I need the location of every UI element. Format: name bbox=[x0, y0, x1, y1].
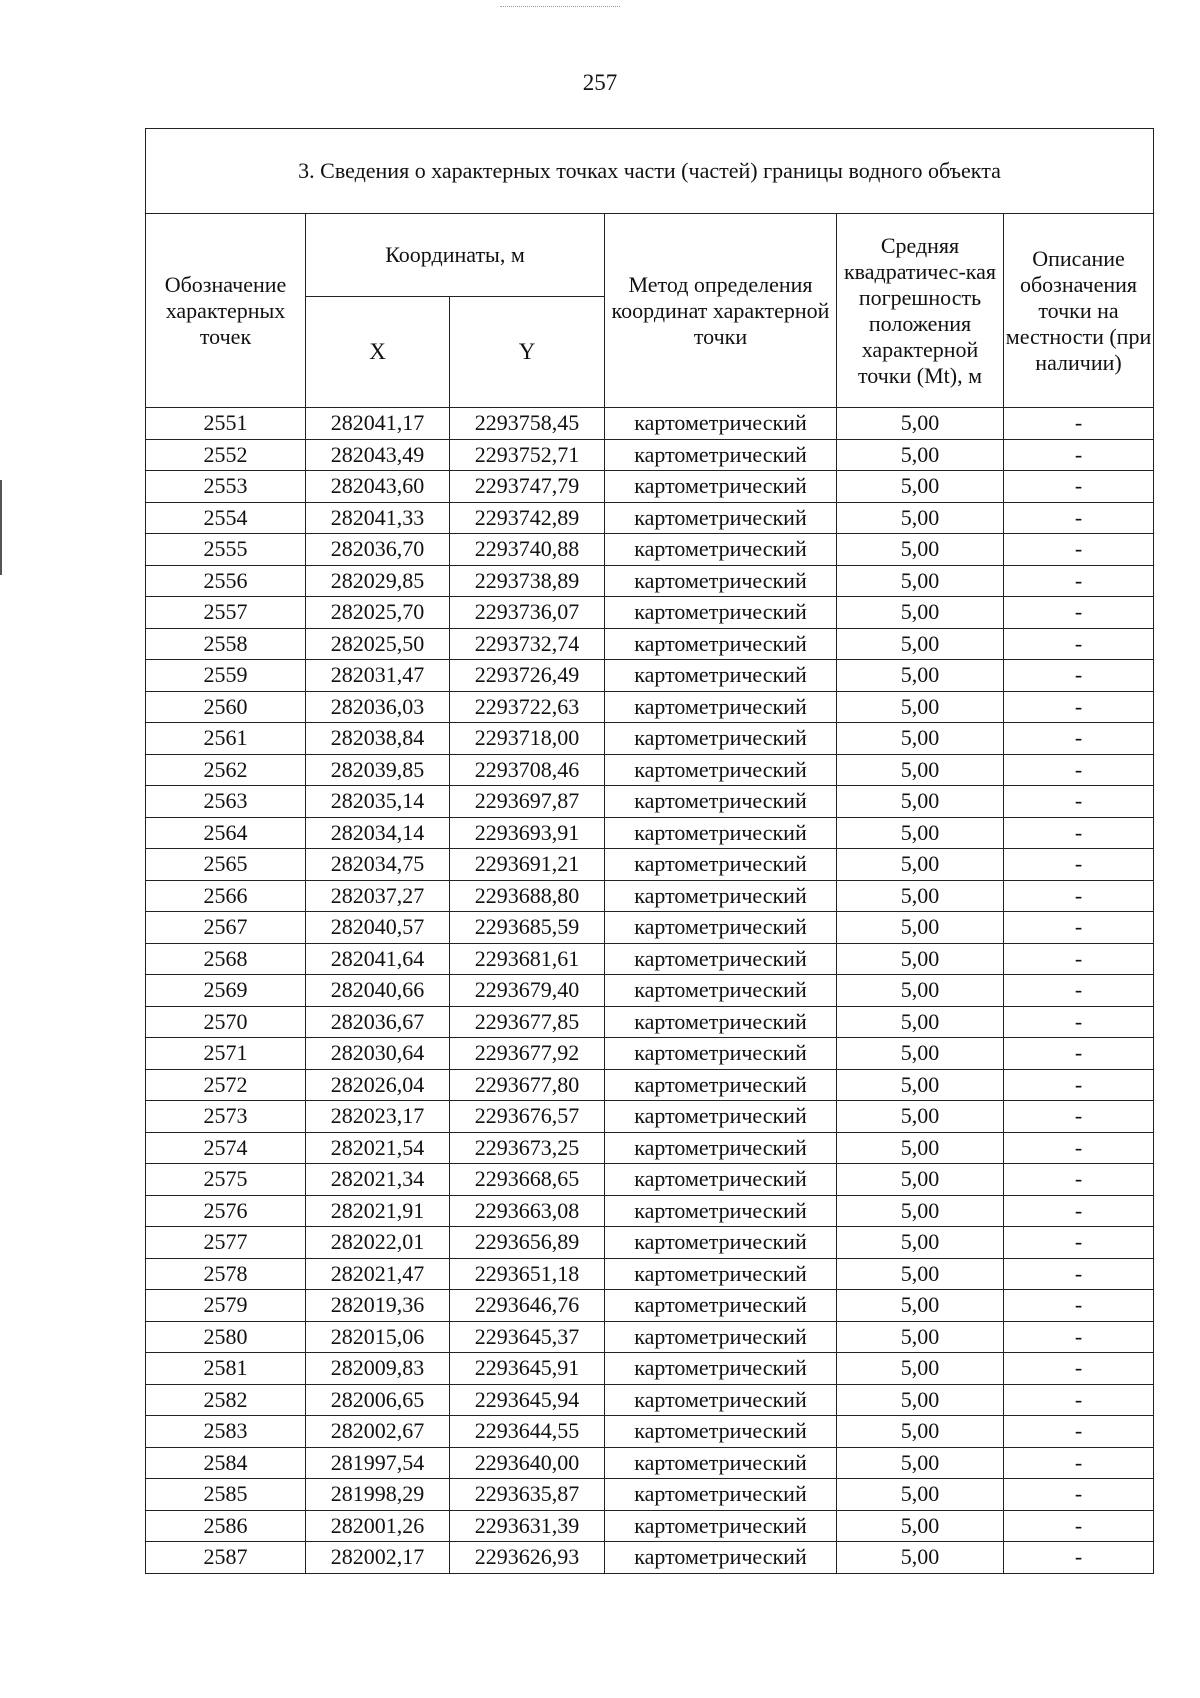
cell-error: 5,00 bbox=[837, 1069, 1004, 1101]
cell-y: 2293688,80 bbox=[450, 880, 605, 912]
cell-point: 2579 bbox=[146, 1290, 306, 1322]
cell-x: 282022,01 bbox=[306, 1227, 450, 1259]
cell-y: 2293752,71 bbox=[450, 439, 605, 471]
cell-y: 2293631,39 bbox=[450, 1510, 605, 1542]
cell-point: 2554 bbox=[146, 502, 306, 534]
cell-x: 282001,26 bbox=[306, 1510, 450, 1542]
cell-description: - bbox=[1004, 1195, 1154, 1227]
cell-error: 5,00 bbox=[837, 1479, 1004, 1511]
cell-description: - bbox=[1004, 943, 1154, 975]
cell-method: картометрический bbox=[605, 786, 837, 818]
cell-point: 2560 bbox=[146, 691, 306, 723]
cell-method: картометрический bbox=[605, 691, 837, 723]
cell-description: - bbox=[1004, 912, 1154, 944]
cell-y: 2293635,87 bbox=[450, 1479, 605, 1511]
cell-method: картометрический bbox=[605, 534, 837, 566]
cell-error: 5,00 bbox=[837, 1510, 1004, 1542]
cell-x: 282025,50 bbox=[306, 628, 450, 660]
cell-description: - bbox=[1004, 1164, 1154, 1196]
cell-x: 282025,70 bbox=[306, 597, 450, 629]
page-number: 257 bbox=[582, 70, 618, 95]
cell-method: картометрический bbox=[605, 1069, 837, 1101]
cell-description: - bbox=[1004, 1101, 1154, 1133]
cell-error: 5,00 bbox=[837, 1384, 1004, 1416]
cell-point: 2586 bbox=[146, 1510, 306, 1542]
cell-point: 2552 bbox=[146, 439, 306, 471]
cell-error: 5,00 bbox=[837, 912, 1004, 944]
cell-x: 282002,67 bbox=[306, 1416, 450, 1448]
table-row bbox=[146, 1069, 1154, 1101]
table-row bbox=[146, 1258, 1154, 1290]
cell-description: - bbox=[1004, 1290, 1154, 1322]
cell-description: - bbox=[1004, 849, 1154, 881]
cell-point: 2565 bbox=[146, 849, 306, 881]
cell-x: 281997,54 bbox=[306, 1447, 450, 1479]
cell-point: 2561 bbox=[146, 723, 306, 755]
cell-y: 2293645,37 bbox=[450, 1321, 605, 1353]
cell-description: - bbox=[1004, 1321, 1154, 1353]
cell-error: 5,00 bbox=[837, 1416, 1004, 1448]
cell-method: картометрический bbox=[605, 1479, 837, 1511]
cell-description: - bbox=[1004, 975, 1154, 1007]
cell-description: - bbox=[1004, 660, 1154, 692]
table-row bbox=[146, 1353, 1154, 1385]
cell-method: картометрический bbox=[605, 1164, 837, 1196]
cell-y: 2293640,00 bbox=[450, 1447, 605, 1479]
cell-y: 2293693,91 bbox=[450, 817, 605, 849]
cell-error: 5,00 bbox=[837, 1227, 1004, 1259]
cell-error: 5,00 bbox=[837, 723, 1004, 755]
cell-method: картометрический bbox=[605, 502, 837, 534]
cell-y: 2293677,92 bbox=[450, 1038, 605, 1070]
table-row bbox=[146, 439, 1154, 471]
cell-method: картометрический bbox=[605, 1132, 837, 1164]
header-coordinates: Координаты, м bbox=[306, 214, 605, 297]
cell-method: картометрический bbox=[605, 439, 837, 471]
cell-point: 2558 bbox=[146, 628, 306, 660]
table-row bbox=[146, 912, 1154, 944]
cell-description: - bbox=[1004, 565, 1154, 597]
cell-y: 2293668,65 bbox=[450, 1164, 605, 1196]
cell-method: картометрический bbox=[605, 723, 837, 755]
cell-description: - bbox=[1004, 1132, 1154, 1164]
cell-point: 2553 bbox=[146, 471, 306, 503]
cell-y: 2293738,89 bbox=[450, 565, 605, 597]
cell-method: картометрический bbox=[605, 849, 837, 881]
cell-x: 282031,47 bbox=[306, 660, 450, 692]
cell-error: 5,00 bbox=[837, 754, 1004, 786]
table-row bbox=[146, 975, 1154, 1007]
table-row bbox=[146, 754, 1154, 786]
cell-x: 282040,57 bbox=[306, 912, 450, 944]
cell-point: 2568 bbox=[146, 943, 306, 975]
cell-method: картометрический bbox=[605, 1510, 837, 1542]
table-row bbox=[146, 723, 1154, 755]
cell-y: 2293646,76 bbox=[450, 1290, 605, 1322]
cell-description: - bbox=[1004, 1542, 1154, 1574]
cell-y: 2293677,80 bbox=[450, 1069, 605, 1101]
cell-point: 2582 bbox=[146, 1384, 306, 1416]
cell-point: 2575 bbox=[146, 1164, 306, 1196]
cell-y: 2293673,25 bbox=[450, 1132, 605, 1164]
table-row bbox=[146, 691, 1154, 723]
header-y: Y bbox=[450, 297, 605, 408]
cell-x: 282035,14 bbox=[306, 786, 450, 818]
cell-error: 5,00 bbox=[837, 1132, 1004, 1164]
cell-method: картометрический bbox=[605, 1384, 837, 1416]
cell-description: - bbox=[1004, 754, 1154, 786]
cell-method: картометрический bbox=[605, 1101, 837, 1133]
table-row bbox=[146, 628, 1154, 660]
table-row bbox=[146, 1416, 1154, 1448]
cell-method: картометрический bbox=[605, 1290, 837, 1322]
cell-description: - bbox=[1004, 1353, 1154, 1385]
cell-method: картометрический bbox=[605, 628, 837, 660]
cell-point: 2569 bbox=[146, 975, 306, 1007]
cell-x: 282023,17 bbox=[306, 1101, 450, 1133]
cell-y: 2293726,49 bbox=[450, 660, 605, 692]
cell-error: 5,00 bbox=[837, 471, 1004, 503]
cell-y: 2293626,93 bbox=[450, 1542, 605, 1574]
cell-error: 5,00 bbox=[837, 1542, 1004, 1574]
cell-point: 2577 bbox=[146, 1227, 306, 1259]
cell-y: 2293651,18 bbox=[450, 1258, 605, 1290]
table-row bbox=[146, 660, 1154, 692]
cell-point: 2563 bbox=[146, 786, 306, 818]
cell-y: 2293676,57 bbox=[450, 1101, 605, 1133]
cell-x: 282038,84 bbox=[306, 723, 450, 755]
cell-x: 282021,54 bbox=[306, 1132, 450, 1164]
cell-description: - bbox=[1004, 628, 1154, 660]
cell-x: 282036,03 bbox=[306, 691, 450, 723]
cell-method: картометрический bbox=[605, 1321, 837, 1353]
cell-error: 5,00 bbox=[837, 1447, 1004, 1479]
cell-x: 282043,49 bbox=[306, 439, 450, 471]
cell-point: 2584 bbox=[146, 1447, 306, 1479]
cell-y: 2293732,74 bbox=[450, 628, 605, 660]
cell-x: 282041,17 bbox=[306, 408, 450, 440]
cell-description: - bbox=[1004, 439, 1154, 471]
cell-method: картометрический bbox=[605, 1038, 837, 1070]
cell-error: 5,00 bbox=[837, 628, 1004, 660]
table-row bbox=[146, 1510, 1154, 1542]
cell-method: картометрический bbox=[605, 912, 837, 944]
cell-point: 2572 bbox=[146, 1069, 306, 1101]
table-row bbox=[146, 1195, 1154, 1227]
cell-point: 2555 bbox=[146, 534, 306, 566]
cell-error: 5,00 bbox=[837, 1006, 1004, 1038]
table-row bbox=[146, 1132, 1154, 1164]
cell-x: 282043,60 bbox=[306, 471, 450, 503]
cell-y: 2293736,07 bbox=[450, 597, 605, 629]
cell-x: 282019,36 bbox=[306, 1290, 450, 1322]
cell-description: - bbox=[1004, 1227, 1154, 1259]
cell-error: 5,00 bbox=[837, 439, 1004, 471]
cell-description: - bbox=[1004, 597, 1154, 629]
cell-error: 5,00 bbox=[837, 943, 1004, 975]
cell-method: картометрический bbox=[605, 975, 837, 1007]
cell-error: 5,00 bbox=[837, 975, 1004, 1007]
cell-x: 282015,06 bbox=[306, 1321, 450, 1353]
cell-x: 281998,29 bbox=[306, 1479, 450, 1511]
table-row bbox=[146, 786, 1154, 818]
table-row bbox=[146, 1038, 1154, 1070]
cell-description: - bbox=[1004, 1510, 1154, 1542]
table-row bbox=[146, 1321, 1154, 1353]
cell-y: 2293742,89 bbox=[450, 502, 605, 534]
cell-y: 2293644,55 bbox=[450, 1416, 605, 1448]
cell-x: 282041,64 bbox=[306, 943, 450, 975]
header-description: Описание обозначения точки на местности (при наличии) bbox=[1004, 214, 1154, 408]
cell-method: картометрический bbox=[605, 880, 837, 912]
table-row bbox=[146, 1479, 1154, 1511]
cell-point: 2573 bbox=[146, 1101, 306, 1133]
cell-x: 282009,83 bbox=[306, 1353, 450, 1385]
table-row bbox=[146, 1101, 1154, 1133]
table-row bbox=[146, 502, 1154, 534]
cell-error: 5,00 bbox=[837, 1353, 1004, 1385]
cell-x: 282029,85 bbox=[306, 565, 450, 597]
table-row bbox=[146, 1227, 1154, 1259]
cell-error: 5,00 bbox=[837, 1164, 1004, 1196]
cell-point: 2570 bbox=[146, 1006, 306, 1038]
cell-error: 5,00 bbox=[837, 534, 1004, 566]
cell-description: - bbox=[1004, 691, 1154, 723]
cell-point: 2578 bbox=[146, 1258, 306, 1290]
cell-x: 282006,65 bbox=[306, 1384, 450, 1416]
cell-method: картометрический bbox=[605, 817, 837, 849]
cell-description: - bbox=[1004, 471, 1154, 503]
cell-point: 2557 bbox=[146, 597, 306, 629]
cell-description: - bbox=[1004, 1258, 1154, 1290]
cell-x: 282021,34 bbox=[306, 1164, 450, 1196]
cell-x: 282021,47 bbox=[306, 1258, 450, 1290]
cell-method: картометрический bbox=[605, 1195, 837, 1227]
cell-error: 5,00 bbox=[837, 1038, 1004, 1070]
scan-artifact-top bbox=[500, 6, 620, 8]
cell-error: 5,00 bbox=[837, 1258, 1004, 1290]
cell-point: 2574 bbox=[146, 1132, 306, 1164]
cell-x: 282041,33 bbox=[306, 502, 450, 534]
cell-description: - bbox=[1004, 1038, 1154, 1070]
table-row bbox=[146, 1164, 1154, 1196]
header-method: Метод определения координат характерной точки bbox=[605, 214, 837, 408]
cell-description: - bbox=[1004, 408, 1154, 440]
table-title: 3. Сведения о характерных точках части (частей) границы водного объекта bbox=[146, 129, 1154, 214]
cell-y: 2293718,00 bbox=[450, 723, 605, 755]
cell-error: 5,00 bbox=[837, 565, 1004, 597]
cell-y: 2293677,85 bbox=[450, 1006, 605, 1038]
cell-x: 282040,66 bbox=[306, 975, 450, 1007]
cell-y: 2293740,88 bbox=[450, 534, 605, 566]
table-row bbox=[146, 565, 1154, 597]
cell-method: картометрический bbox=[605, 597, 837, 629]
table-row bbox=[146, 943, 1154, 975]
cell-method: картометрический bbox=[605, 754, 837, 786]
cell-description: - bbox=[1004, 1479, 1154, 1511]
cell-error: 5,00 bbox=[837, 660, 1004, 692]
header-x: X bbox=[306, 297, 450, 408]
cell-error: 5,00 bbox=[837, 849, 1004, 881]
cell-y: 2293747,79 bbox=[450, 471, 605, 503]
table-row bbox=[146, 1006, 1154, 1038]
cell-y: 2293691,21 bbox=[450, 849, 605, 881]
cell-description: - bbox=[1004, 1069, 1154, 1101]
cell-description: - bbox=[1004, 880, 1154, 912]
cell-point: 2567 bbox=[146, 912, 306, 944]
cell-y: 2293685,59 bbox=[450, 912, 605, 944]
cell-x: 282002,17 bbox=[306, 1542, 450, 1574]
cell-error: 5,00 bbox=[837, 1101, 1004, 1133]
cell-description: - bbox=[1004, 1447, 1154, 1479]
cell-method: картометрический bbox=[605, 565, 837, 597]
cell-error: 5,00 bbox=[837, 1195, 1004, 1227]
table-row bbox=[146, 1542, 1154, 1574]
cell-method: картометрический bbox=[605, 1006, 837, 1038]
cell-error: 5,00 bbox=[837, 1321, 1004, 1353]
table-row bbox=[146, 1447, 1154, 1479]
cell-method: картометрический bbox=[605, 943, 837, 975]
cell-point: 2583 bbox=[146, 1416, 306, 1448]
cell-x: 282034,14 bbox=[306, 817, 450, 849]
cell-y: 2293645,91 bbox=[450, 1353, 605, 1385]
cell-point: 2580 bbox=[146, 1321, 306, 1353]
header-designation: Обозначение характерных точек bbox=[146, 214, 306, 408]
cell-point: 2562 bbox=[146, 754, 306, 786]
cell-method: картометрический bbox=[605, 1353, 837, 1385]
cell-point: 2581 bbox=[146, 1353, 306, 1385]
cell-error: 5,00 bbox=[837, 502, 1004, 534]
cell-description: - bbox=[1004, 817, 1154, 849]
table-row bbox=[146, 471, 1154, 503]
table-row bbox=[146, 880, 1154, 912]
cell-y: 2293758,45 bbox=[450, 408, 605, 440]
cell-method: картометрический bbox=[605, 1416, 837, 1448]
cell-x: 282034,75 bbox=[306, 849, 450, 881]
cell-y: 2293722,63 bbox=[450, 691, 605, 723]
cell-error: 5,00 bbox=[837, 691, 1004, 723]
cell-method: картометрический bbox=[605, 408, 837, 440]
cell-point: 2551 bbox=[146, 408, 306, 440]
cell-x: 282039,85 bbox=[306, 754, 450, 786]
cell-description: - bbox=[1004, 502, 1154, 534]
cell-x: 282026,04 bbox=[306, 1069, 450, 1101]
cell-y: 2293681,61 bbox=[450, 943, 605, 975]
cell-y: 2293679,40 bbox=[450, 975, 605, 1007]
cell-y: 2293663,08 bbox=[450, 1195, 605, 1227]
cell-x: 282030,64 bbox=[306, 1038, 450, 1070]
cell-x: 282036,67 bbox=[306, 1006, 450, 1038]
cell-error: 5,00 bbox=[837, 786, 1004, 818]
cell-x: 282036,70 bbox=[306, 534, 450, 566]
cell-method: картометрический bbox=[605, 1258, 837, 1290]
table-row bbox=[146, 849, 1154, 881]
cell-method: картометрический bbox=[605, 1447, 837, 1479]
cell-point: 2585 bbox=[146, 1479, 306, 1511]
scan-artifact-left bbox=[0, 480, 2, 575]
cell-error: 5,00 bbox=[837, 1290, 1004, 1322]
table-row bbox=[146, 1290, 1154, 1322]
cell-description: - bbox=[1004, 723, 1154, 755]
cell-point: 2559 bbox=[146, 660, 306, 692]
table-row bbox=[146, 1384, 1154, 1416]
cell-error: 5,00 bbox=[837, 597, 1004, 629]
cell-point: 2556 bbox=[146, 565, 306, 597]
cell-method: картометрический bbox=[605, 660, 837, 692]
boundary-points-table bbox=[145, 128, 1154, 1574]
cell-description: - bbox=[1004, 534, 1154, 566]
cell-description: - bbox=[1004, 1416, 1154, 1448]
table-row bbox=[146, 534, 1154, 566]
cell-description: - bbox=[1004, 1384, 1154, 1416]
cell-error: 5,00 bbox=[837, 408, 1004, 440]
cell-y: 2293645,94 bbox=[450, 1384, 605, 1416]
cell-point: 2571 bbox=[146, 1038, 306, 1070]
cell-method: картометрический bbox=[605, 1227, 837, 1259]
cell-method: картометрический bbox=[605, 1542, 837, 1574]
cell-y: 2293697,87 bbox=[450, 786, 605, 818]
cell-point: 2566 bbox=[146, 880, 306, 912]
cell-x: 282021,91 bbox=[306, 1195, 450, 1227]
cell-y: 2293708,46 bbox=[450, 754, 605, 786]
cell-description: - bbox=[1004, 786, 1154, 818]
cell-point: 2576 bbox=[146, 1195, 306, 1227]
cell-point: 2564 bbox=[146, 817, 306, 849]
cell-point: 2587 bbox=[146, 1542, 306, 1574]
table-row bbox=[146, 817, 1154, 849]
header-error: Средняя квадратичес-кая погрешность положения характерной точки (Mt), м bbox=[837, 214, 1004, 408]
cell-error: 5,00 bbox=[837, 817, 1004, 849]
cell-description: - bbox=[1004, 1006, 1154, 1038]
cell-y: 2293656,89 bbox=[450, 1227, 605, 1259]
table-row bbox=[146, 408, 1154, 440]
cell-x: 282037,27 bbox=[306, 880, 450, 912]
cell-method: картометрический bbox=[605, 471, 837, 503]
cell-error: 5,00 bbox=[837, 880, 1004, 912]
table-row bbox=[146, 597, 1154, 629]
